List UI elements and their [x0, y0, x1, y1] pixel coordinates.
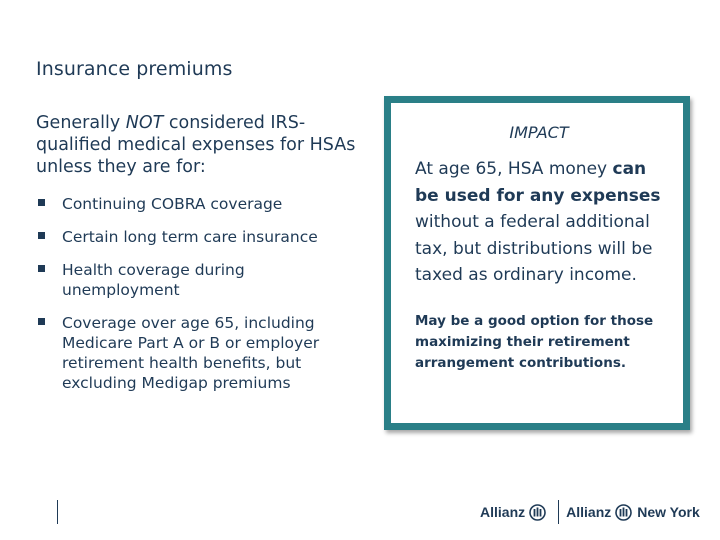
impact-callout-box [384, 96, 690, 430]
square-bullet-icon [38, 318, 45, 325]
allianz-ny-logo-suffix: New York [637, 504, 700, 520]
allianz-logo-text: Allianz [480, 504, 526, 520]
allianz-logo [480, 504, 551, 521]
intro-after: considered IRS-qualified medical expenses for HSAs unless they are for: [36, 113, 356, 177]
allianz-eagle-icon [615, 504, 632, 521]
impact-body-strong: can be used for any expenses [415, 159, 661, 206]
bullet-item [36, 260, 356, 300]
slide-title: Insurance premiums [36, 58, 233, 80]
bullet-text: Certain long term care insurance [62, 228, 318, 246]
impact-heading: IMPACT [509, 123, 569, 142]
intro-emphasis: NOT [125, 113, 164, 133]
bullet-text: Continuing COBRA coverage [62, 195, 283, 213]
intro-before: Generally [36, 113, 126, 133]
square-bullet-icon [38, 199, 45, 206]
impact-body-after: without a federal additional tax, but distributions will be taxed as ordinary income. [415, 212, 653, 285]
bullet-list [36, 194, 356, 393]
bullet-item [36, 194, 356, 214]
bullet-text: Coverage over age 65, including Medicare Part A or B or employer retirement health benefits, but excluding Medigap premiums [62, 314, 320, 392]
square-bullet-icon [38, 265, 45, 272]
impact-body-before: At age 65, HSA money [415, 159, 613, 179]
logo-separator [558, 500, 559, 524]
square-bullet-icon [38, 232, 45, 239]
impact-body [415, 156, 663, 289]
impact-note: May be a good option for those maximizing their retirement arrangement contributions. [415, 312, 654, 371]
bullet-item [36, 313, 356, 393]
bullet-text: Health coverage during unemployment [62, 261, 245, 299]
footer-logos [480, 500, 700, 524]
bullet-item [36, 227, 356, 247]
allianz-eagle-icon [529, 504, 546, 521]
left-column [36, 112, 356, 406]
allianz-new-york-logo [566, 504, 700, 521]
footer-divider [57, 500, 58, 524]
intro-text [36, 112, 356, 178]
allianz-ny-logo-name: Allianz [566, 504, 612, 520]
